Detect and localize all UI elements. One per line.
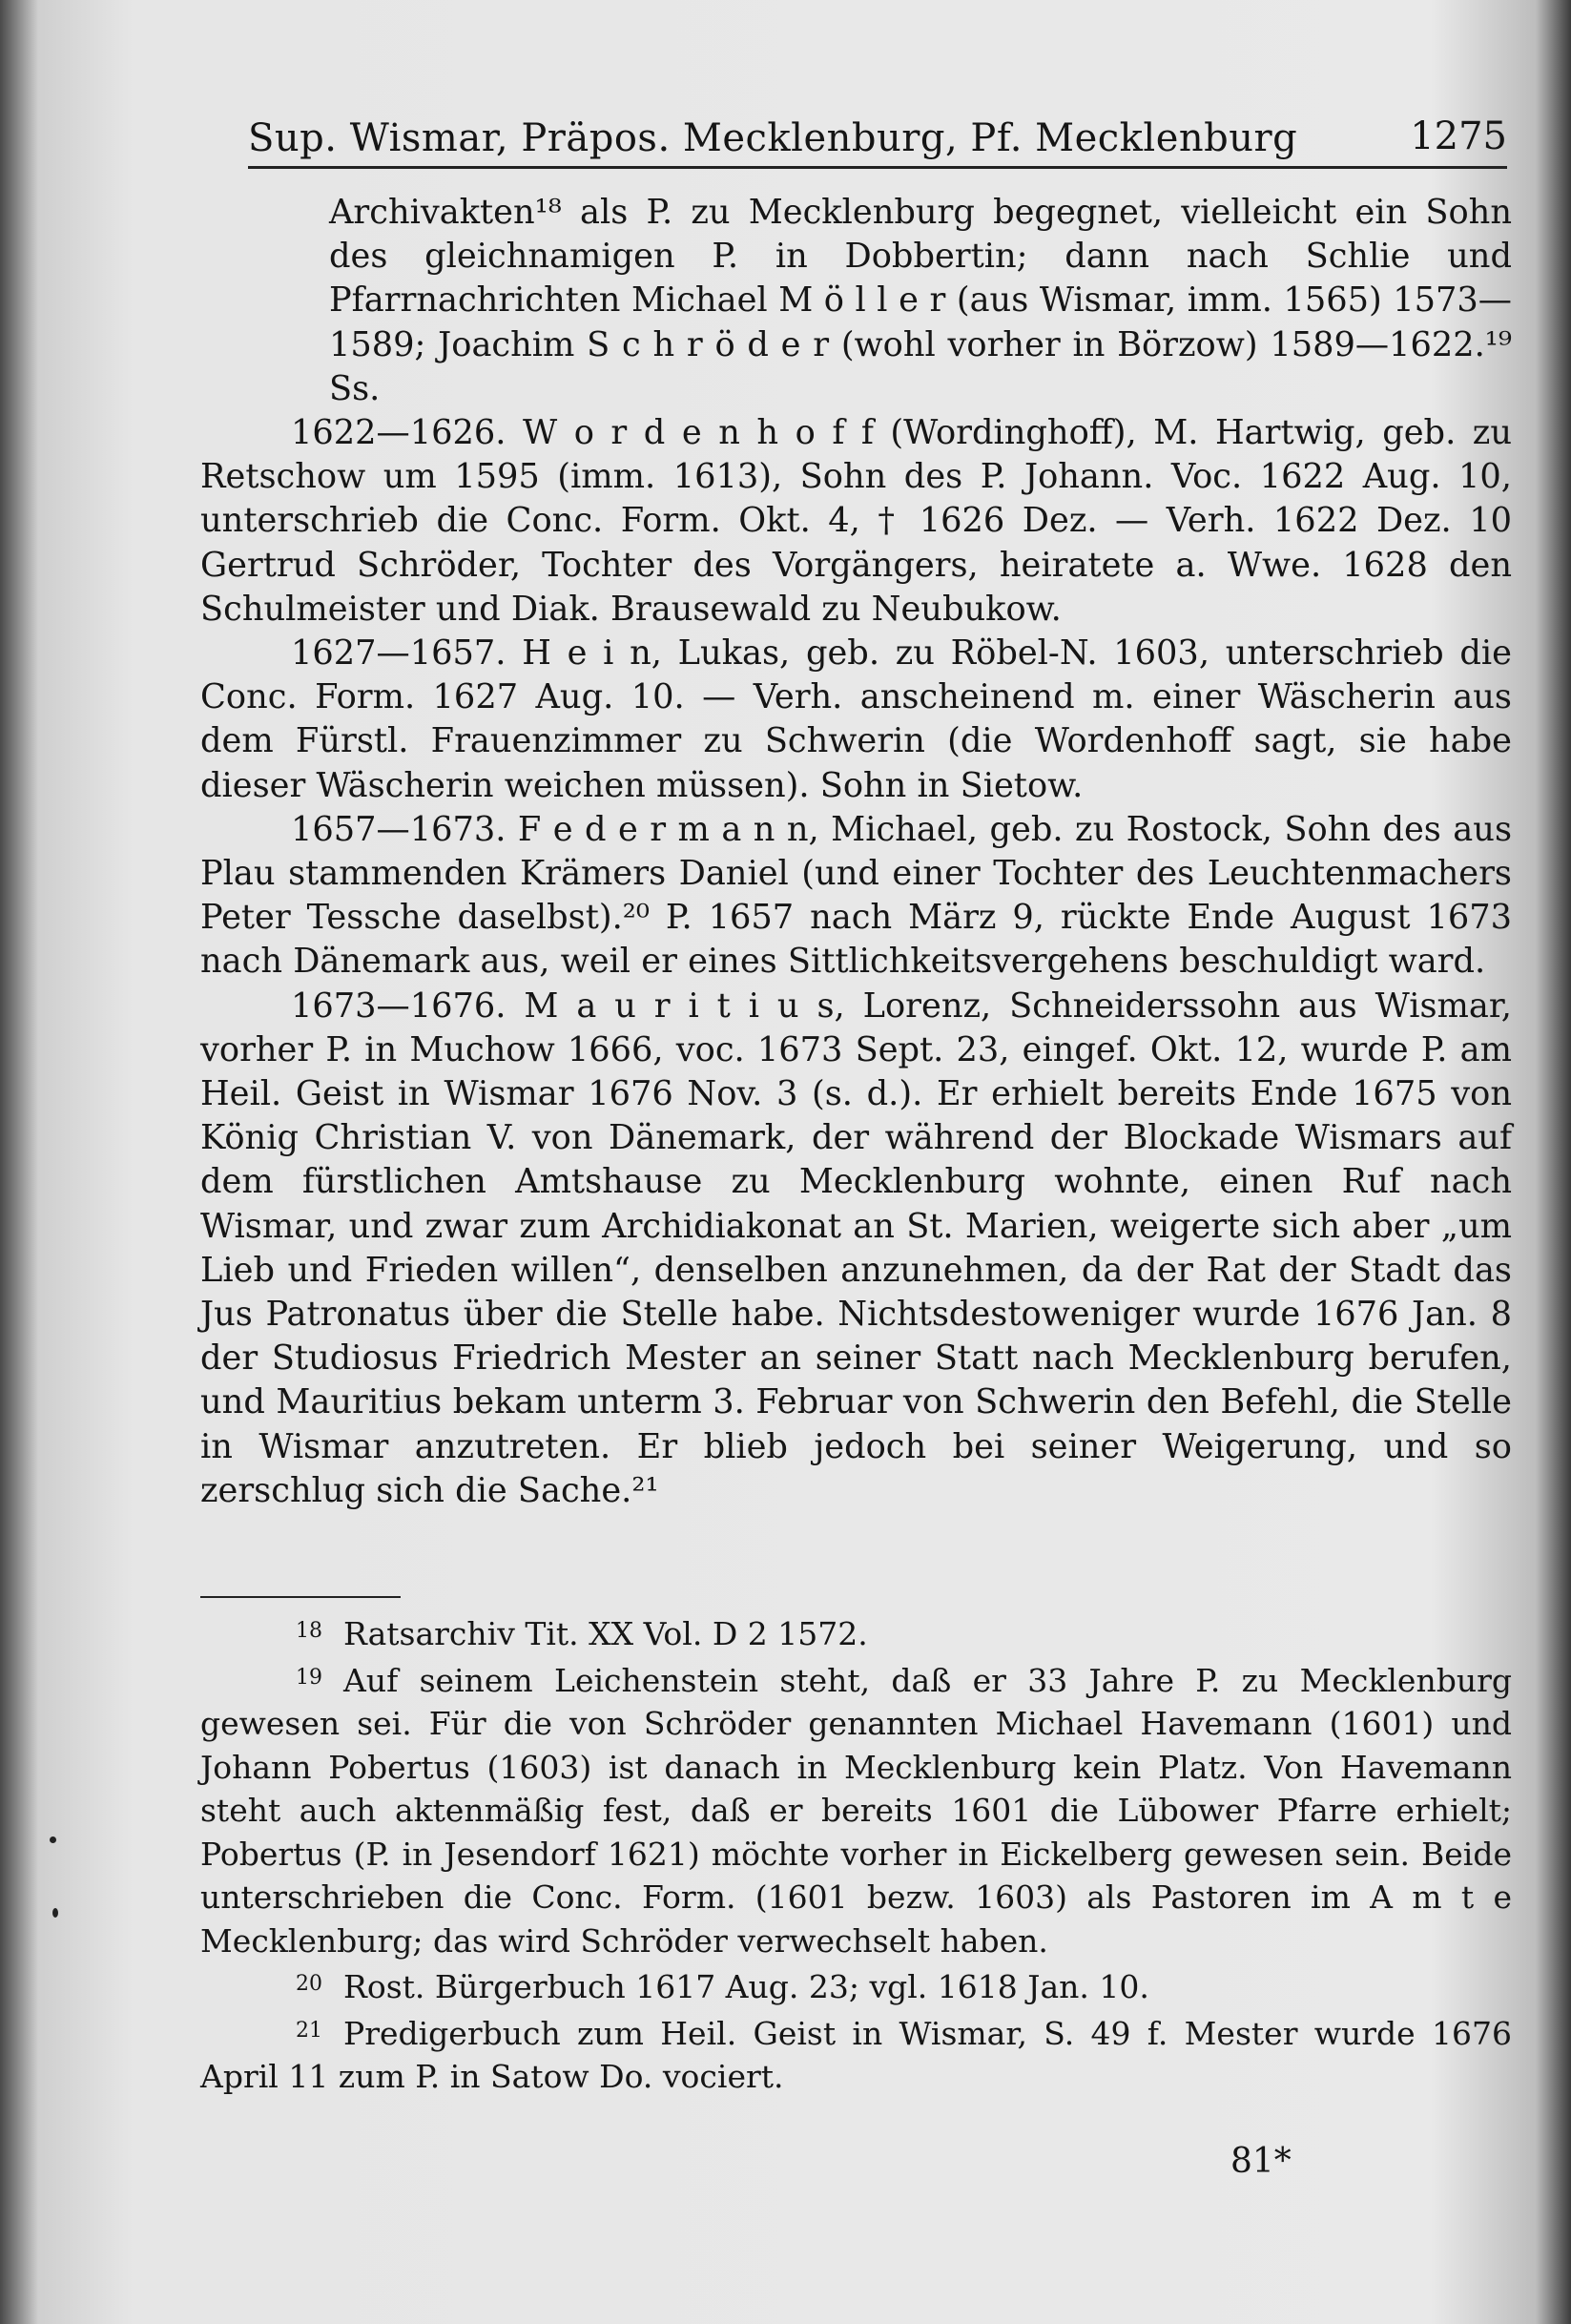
scan-speck	[52, 1908, 58, 1918]
signature-mark: 81*	[1230, 2142, 1292, 2181]
footnotes	[200, 1596, 1512, 2099]
footnote-18: $^{18}$ Ratsarchiv Tit. XX Vol. D 2 1572.	[296, 1615, 868, 1652]
entry-wordenhoff: 1622—1626. W o r d e n h o f f (Wordinghoff), M. Hartwig, geb. zu Retschow um 1595 (imm. 1613), Sohn des P. Johann. Voc. 1622 Aug. 10, unterschrieb die Conc. Form. Okt. 4, † 1626 Dez. — Verh. 1622 Dez. 10 Gertrud Schröder, Tochter des Vorgängers, heiratete a. Wwe. 1628 den Schulmeister und Diak. Brausewald zu Neubukow.	[200, 413, 1512, 629]
continued-paragraph: Archivakten¹⁸ als P. zu Mecklenburg begegnet, vielleicht ein Sohn des gleichnamigen P. in Dobbertin; dann nach Schlie und Pfarrnachrichten Michael M ö l l e r (aus Wismar, imm. 1565) 1573—1589; Joachim S c h r ö d e r (wohl vorher in Börzow) 1589—1622.¹⁹ Ss.	[329, 193, 1512, 408]
scan-speck	[50, 1836, 56, 1843]
entry-federmann: 1657—1673. F e d e r m a n n, Michael, geb. zu Rostock, Sohn des aus Plau stammenden Krämers Daniel (und einer Tochter des Leuchtenmachers Peter Tessche daselbst).²⁰ P. 1657 nach März 9, rückte Ende August 1673 nach Dänemark aus, weil er eines Sittlichkeitsvergehens beschuldigt ward.	[200, 809, 1512, 982]
footnote-19: $^{19}$ Auf seinem Leichenstein steht, daß er 33 Jahre P. zu Mecklenburg gewesen sei. Für die von Schröder genannten Michael Havemann (1601) und Johann Pobertus (1603) ist danach in Mecklenburg kein Platz. Von Havemann steht auch aktenmäßig fest, daß er bereits 1601 die Lübower Pfarre erhielt; Pobertus (P. in Jesendorf 1621) möchte vorher in Eickelberg gewesen sein. Beide unterschrieben die Conc. Form. (1601 bezw. 1603) als Pastoren im A m t e Mecklenburg; das wird Schröder verwechselt haben.	[200, 1661, 1512, 1960]
entry-hein: 1627—1657. H e i n, Lukas, geb. zu Röbel-N. 1603, unterschrieb die Conc. Form. 1627 Aug. 10. — Verh. anscheinend m. einer Wäscherin aus dem Fürstl. Frauenzimmer zu Schwerin (die Wordenhoff sagt, sie habe dieser Wäscherin weichen müssen). Sohn in Sietow.	[200, 633, 1512, 805]
book-page	[143, 86, 1517, 2280]
footnote-20: $^{20}$ Rost. Bürgerbuch 1617 Aug. 23; vgl. 1618 Jan. 10.	[296, 1968, 1149, 2005]
page-number: 1275	[1410, 114, 1507, 158]
footnote-21: $^{21}$ Predigerbuch zum Heil. Geist in Wismar, S. 49 f. Mester wurde 1676 April 11 zum P. in Satow Do. vociert.	[200, 2014, 1512, 2095]
main-text	[200, 191, 1512, 1513]
running-header	[248, 105, 1507, 169]
running-title: Sup. Wismar, Präpos. Mecklenburg, Pf. Mecklenburg	[248, 116, 1298, 160]
entry-mauritius: 1673—1676. M a u r i t i u s, Lorenz, Schneiderssohn aus Wismar, vorher P. in Muchow 1666, voc. 1673 Sept. 23, eingef. Okt. 12, wurde P. am Heil. Geist in Wismar 1676 Nov. 3 (s. d.). Er erhielt bereits Ende 1675 von König Christian V. von Dänemark, der während der Blockade Wismars auf dem fürstlichen Amtshause zu Mecklenburg wohnte, einen Ruf nach Wismar, und zwar zum Archidiakonat an St. Marien, weigerte sich aber „um Lieb und Frieden willen“, denselben anzunehmen, da der Rat der Stadt das Jus Patronatus über die Stelle habe. Nichtsdestoweniger wurde 1676 Jan. 8 der Studiosus Friedrich Mester an seiner Statt nach Mecklenburg berufen, und Mauritius bekam unterm 3. Februar von Schwerin den Befehl, die Stelle in Wismar anzutreten. Er blieb jedoch bei seiner Weigerung, und so zerschlug sich die Sache.²¹	[200, 986, 1512, 1510]
footnote-rule	[200, 1596, 401, 1598]
